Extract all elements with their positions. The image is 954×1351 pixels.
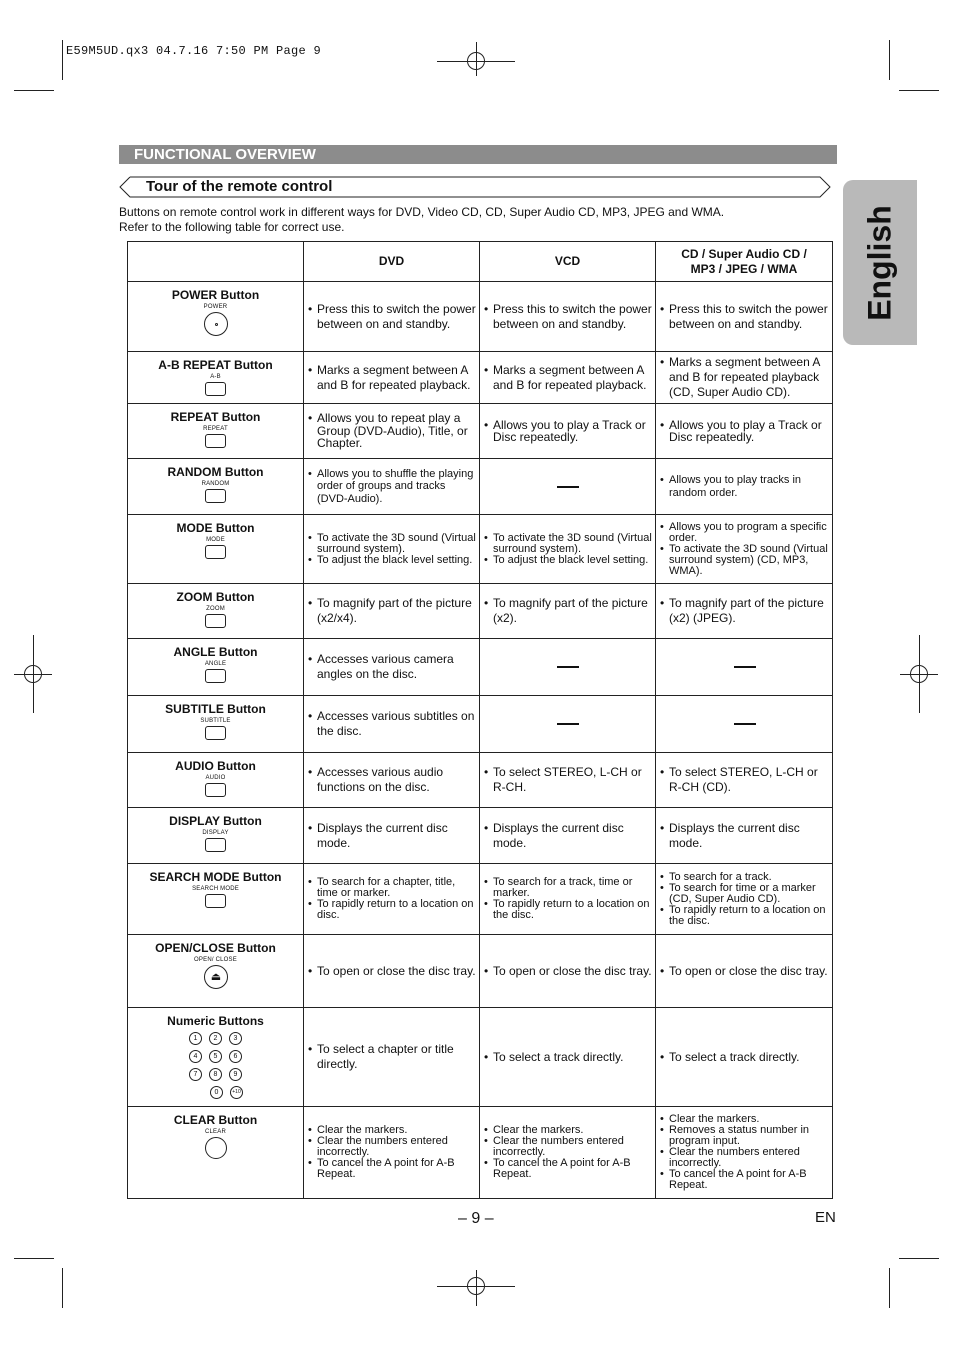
- function-description: • Clear the numbers entered incorrectly.: [660, 1147, 829, 1169]
- button-cell: [128, 515, 304, 584]
- cd-cell: [656, 282, 833, 352]
- cd-cell: [656, 1008, 833, 1107]
- function-description: • Clear the markers.: [308, 1125, 476, 1136]
- remote-key-icon: [205, 669, 226, 683]
- function-description: • To select a chapter or title directly.: [308, 1042, 476, 1072]
- numeric-key-icon: 0: [210, 1086, 223, 1099]
- function-description: • To activate the 3D sound (Virtual surround system).: [308, 533, 476, 555]
- function-description: • Allows you to program a specific order.: [660, 522, 829, 544]
- numeric-key-icon: 8: [209, 1068, 222, 1081]
- table-row: [128, 459, 833, 515]
- numeric-key-icon: 9: [229, 1068, 242, 1081]
- button-cell: [128, 459, 304, 515]
- vcd-cell: [480, 515, 656, 584]
- registration-circle: [467, 1277, 485, 1295]
- function-description: • Allows you to play a Track or Disc repeatedly.: [484, 419, 652, 444]
- function-description: • To search for a track, time or marker.: [484, 877, 652, 899]
- function-description: • To activate the 3D sound (Virtual surround system) (CD, MP3, WMA).: [660, 544, 829, 577]
- function-description: • Allows you to play tracks in random order.: [660, 474, 829, 499]
- button-name: ZOOM Button: [176, 590, 255, 604]
- button-name: MODE Button: [176, 521, 255, 535]
- button-name: REPEAT Button: [170, 410, 261, 424]
- function-description: • Removes a status number in program input.: [660, 1125, 829, 1147]
- intro-line: Buttons on remote control work in different ways for DVD, Video CD, CD, Super Audio CD, MP3, JPEG and WMA.: [119, 205, 725, 219]
- header-cd-line: CD / Super Audio CD /: [681, 246, 807, 261]
- table-row: [128, 1107, 833, 1199]
- table-row: [128, 753, 833, 808]
- function-description: • Marks a segment between A and B for repeated playback.: [484, 363, 652, 393]
- button-name: DISPLAY Button: [169, 814, 262, 828]
- function-description: • To select STEREO, L-CH or R-CH.: [484, 765, 652, 795]
- function-description: • To magnify part of the picture (x2) (JPEG).: [660, 596, 829, 626]
- vcd-cell: [480, 808, 656, 864]
- dvd-cell: [304, 459, 480, 515]
- button-name: ANGLE Button: [173, 645, 258, 659]
- function-description: • To select STEREO, L-CH or R-CH (CD).: [660, 765, 829, 795]
- table-row: [128, 282, 833, 352]
- numeric-key-icon: 3: [229, 1032, 242, 1045]
- button-cell: [128, 935, 304, 1008]
- vcd-cell: [480, 584, 656, 639]
- button-cell: [128, 1008, 304, 1107]
- remote-key-label: OPEN/ CLOSE: [194, 957, 237, 963]
- printer-slug: E59M5UD.qx3 04.7.16 7:50 PM Page 9: [66, 44, 322, 58]
- vcd-cell: [480, 1107, 656, 1199]
- function-description: • To search for a track.: [660, 872, 829, 883]
- function-description: • Accesses various audio functions on the disc.: [308, 765, 476, 795]
- remote-key-icon: [205, 489, 226, 503]
- table-row: [128, 404, 833, 459]
- numeric-key-icon: 7: [189, 1068, 202, 1081]
- remote-key-label: CLEAR: [204, 1129, 226, 1135]
- table-row: [128, 1008, 833, 1107]
- numeric-key-icon: 5: [209, 1050, 222, 1063]
- crop-mark: [889, 1268, 890, 1308]
- dvd-cell: [304, 696, 480, 753]
- function-description: • To select a track directly.: [660, 1050, 829, 1065]
- language-tab-label: English: [861, 204, 898, 321]
- vcd-cell: [480, 696, 656, 753]
- button-cell: [128, 808, 304, 864]
- button-name: OPEN/CLOSE Button: [155, 941, 276, 955]
- remote-key-label: ZOOM: [206, 606, 225, 612]
- dvd-cell: [304, 753, 480, 808]
- table-row: [128, 639, 833, 696]
- remote-key-label: MODE: [206, 537, 225, 543]
- clear-key-icon: [205, 1137, 227, 1159]
- function-description: • Allows you to shuffle the playing order of groups and tracks (DVD-Audio).: [308, 468, 476, 506]
- remote-key-label: ANGLE: [204, 661, 227, 667]
- remote-key-label: DISPLAY: [202, 830, 229, 836]
- remote-key-icon: [205, 726, 226, 740]
- cd-cell: [656, 515, 833, 584]
- function-description: • Displays the current disc mode.: [484, 821, 652, 851]
- button-cell: [128, 282, 304, 352]
- function-description: • Accesses various camera angles on the disc.: [308, 652, 476, 682]
- dvd-cell: [304, 808, 480, 864]
- button-cell: [128, 864, 304, 935]
- vcd-cell: [480, 282, 656, 352]
- button-name: CLEAR Button: [173, 1113, 258, 1127]
- function-description: • To rapidly return to a location on the disc.: [484, 899, 652, 921]
- function-description: • To cancel the A point for A-B Repeat.: [484, 1158, 652, 1180]
- vcd-cell: [480, 864, 656, 935]
- crop-mark: [899, 1258, 939, 1259]
- language-code: EN: [815, 1209, 836, 1226]
- remote-key-icon: [205, 614, 226, 628]
- function-description: • Press this to switch the power between on and standby.: [484, 302, 652, 332]
- numeric-key-icon: 1: [189, 1032, 202, 1045]
- section-header-bar: [119, 145, 837, 164]
- crop-mark: [889, 40, 890, 80]
- button-name: AUDIO Button: [175, 759, 256, 773]
- cd-cell: [656, 584, 833, 639]
- crop-mark: [62, 40, 63, 80]
- table-row: [128, 584, 833, 639]
- function-description: • To adjust the black level setting.: [308, 555, 476, 566]
- vcd-cell: [480, 639, 656, 696]
- table-row: [128, 864, 833, 935]
- not-applicable-dash: [734, 723, 756, 725]
- button-name: POWER Button: [171, 288, 260, 302]
- cd-cell: [656, 352, 833, 404]
- crop-mark: [899, 90, 939, 91]
- table-row: [128, 808, 833, 864]
- cd-cell: [656, 459, 833, 515]
- function-description: • To magnify part of the picture (x2/x4).: [308, 596, 476, 626]
- table-header-row: [128, 242, 833, 282]
- button-name: SEARCH MODE Button: [149, 870, 282, 884]
- cd-cell: [656, 753, 833, 808]
- remote-key-label: POWER: [203, 304, 228, 310]
- remote-key-icon: [205, 894, 226, 908]
- table-row: [128, 935, 833, 1008]
- numeric-keypad-icon: [188, 1032, 243, 1104]
- intro-text: [119, 205, 724, 235]
- button-name: Numeric Buttons: [167, 1014, 264, 1028]
- function-description: • Displays the current disc mode.: [660, 821, 829, 851]
- button-cell: [128, 753, 304, 808]
- function-description: • To rapidly return to a location on disc.: [308, 899, 476, 921]
- table-row: [128, 352, 833, 404]
- function-description: • Clear the numbers entered incorrectly.: [484, 1136, 652, 1158]
- table-row: [128, 515, 833, 584]
- button-cell: [128, 584, 304, 639]
- remote-key-icon: [205, 545, 226, 559]
- vcd-cell: [480, 935, 656, 1008]
- not-applicable-dash: [557, 666, 579, 668]
- power-key-icon: [204, 312, 228, 336]
- subheading-box: [119, 176, 831, 198]
- button-name: A-B REPEAT Button: [158, 358, 273, 372]
- dvd-cell: [304, 1107, 480, 1199]
- header-cd: [656, 242, 833, 282]
- button-name: SUBTITLE Button: [165, 702, 266, 716]
- remote-key-icon: [205, 382, 226, 396]
- remote-key-label: SUBTITLE: [200, 718, 231, 724]
- remote-key-icon: [205, 838, 226, 852]
- function-description: • To magnify part of the picture (x2).: [484, 596, 652, 626]
- header-cd-line: MP3 / JPEG / WMA: [690, 261, 798, 276]
- header-dvd: DVD: [304, 242, 480, 282]
- registration-circle: [467, 52, 485, 70]
- numeric-key-icon: +10: [230, 1086, 243, 1099]
- dvd-cell: [304, 282, 480, 352]
- remote-key-label: SEARCH MODE: [192, 886, 239, 892]
- not-applicable-dash: [557, 486, 579, 488]
- subheading-title: Tour of the remote control: [146, 178, 333, 195]
- remote-key-label: RANDOM: [201, 481, 230, 487]
- remote-key-label: REPEAT: [203, 426, 228, 432]
- function-description: • Clear the numbers entered incorrectly.: [308, 1136, 476, 1158]
- language-tab: [843, 180, 917, 345]
- function-description: • To open or close the disc tray.: [308, 964, 476, 979]
- dvd-cell: [304, 864, 480, 935]
- vcd-cell: [480, 404, 656, 459]
- numeric-key-icon: 4: [189, 1050, 202, 1063]
- cd-cell: [656, 808, 833, 864]
- function-description: • Allows you to play a Track or Disc repeatedly.: [660, 419, 829, 444]
- remote-key-icon: [205, 434, 226, 448]
- function-description: • Clear the markers.: [660, 1114, 829, 1125]
- vcd-cell: [480, 459, 656, 515]
- page-number: – 9 –: [458, 1210, 494, 1227]
- function-description: • To open or close the disc tray.: [484, 964, 652, 979]
- vcd-cell: [480, 1008, 656, 1107]
- table-row: [128, 696, 833, 753]
- not-applicable-dash: [734, 666, 756, 668]
- registration-circle: [24, 665, 42, 683]
- section-title: FUNCTIONAL OVERVIEW: [134, 146, 316, 163]
- intro-line: Refer to the following table for correct use.: [119, 220, 345, 234]
- vcd-cell: [480, 352, 656, 404]
- cd-cell: [656, 1107, 833, 1199]
- function-description: • Marks a segment between A and B for repeated playback (CD, Super Audio CD).: [660, 355, 829, 400]
- numeric-key-icon: 6: [229, 1050, 242, 1063]
- function-description: • To adjust the black level setting.: [484, 555, 652, 566]
- remote-key-label: A-B: [210, 374, 221, 380]
- eject-key-icon: ⏏: [204, 965, 228, 989]
- dvd-cell: [304, 584, 480, 639]
- cd-cell: [656, 639, 833, 696]
- function-description: • To search for a chapter, title, time or marker.: [308, 877, 476, 899]
- function-description: • Accesses various subtitles on the disc.: [308, 709, 476, 739]
- remote-key-label: AUDIO: [205, 775, 226, 781]
- header-vcd: VCD: [480, 242, 656, 282]
- function-description: • Press this to switch the power between on and standby.: [308, 302, 476, 332]
- crop-mark: [14, 1258, 54, 1259]
- vcd-cell: [480, 753, 656, 808]
- function-description: • Marks a segment between A and B for repeated playback.: [308, 363, 476, 393]
- dvd-cell: [304, 404, 480, 459]
- function-description: • To cancel the A point for A-B Repeat.: [308, 1158, 476, 1180]
- button-cell: [128, 1107, 304, 1199]
- header-blank: [128, 242, 304, 282]
- function-description: • To select a track directly.: [484, 1050, 652, 1065]
- function-description: • To rapidly return to a location on the disc.: [660, 905, 829, 927]
- function-description: • To open or close the disc tray.: [660, 964, 829, 979]
- button-cell: [128, 696, 304, 753]
- function-description: • Clear the markers.: [484, 1125, 652, 1136]
- cd-cell: [656, 935, 833, 1008]
- cd-cell: [656, 864, 833, 935]
- button-name: RANDOM Button: [167, 465, 264, 479]
- cd-cell: [656, 696, 833, 753]
- crop-mark: [62, 1268, 63, 1308]
- dvd-cell: [304, 352, 480, 404]
- function-description: • Displays the current disc mode.: [308, 821, 476, 851]
- dvd-cell: [304, 935, 480, 1008]
- numeric-key-icon: 2: [209, 1032, 222, 1045]
- function-description: • Allows you to repeat play a Group (DVD-Audio), Title, or Chapter.: [308, 412, 476, 450]
- button-cell: [128, 404, 304, 459]
- function-description: • To activate the 3D sound (Virtual surround system).: [484, 533, 652, 555]
- registration-circle: [910, 665, 928, 683]
- remote-functions-table: [127, 241, 833, 1199]
- button-cell: [128, 639, 304, 696]
- button-cell: [128, 352, 304, 404]
- remote-key-icon: [205, 783, 226, 797]
- dvd-cell: [304, 639, 480, 696]
- function-description: • Press this to switch the power between on and standby.: [660, 302, 829, 332]
- function-description: • To search for time or a marker (CD, Super Audio CD).: [660, 883, 829, 905]
- dvd-cell: [304, 1008, 480, 1107]
- dvd-cell: [304, 515, 480, 584]
- cd-cell: [656, 404, 833, 459]
- function-description: • To cancel the A point for A-B Repeat.: [660, 1169, 829, 1191]
- crop-mark: [14, 90, 54, 91]
- not-applicable-dash: [557, 723, 579, 725]
